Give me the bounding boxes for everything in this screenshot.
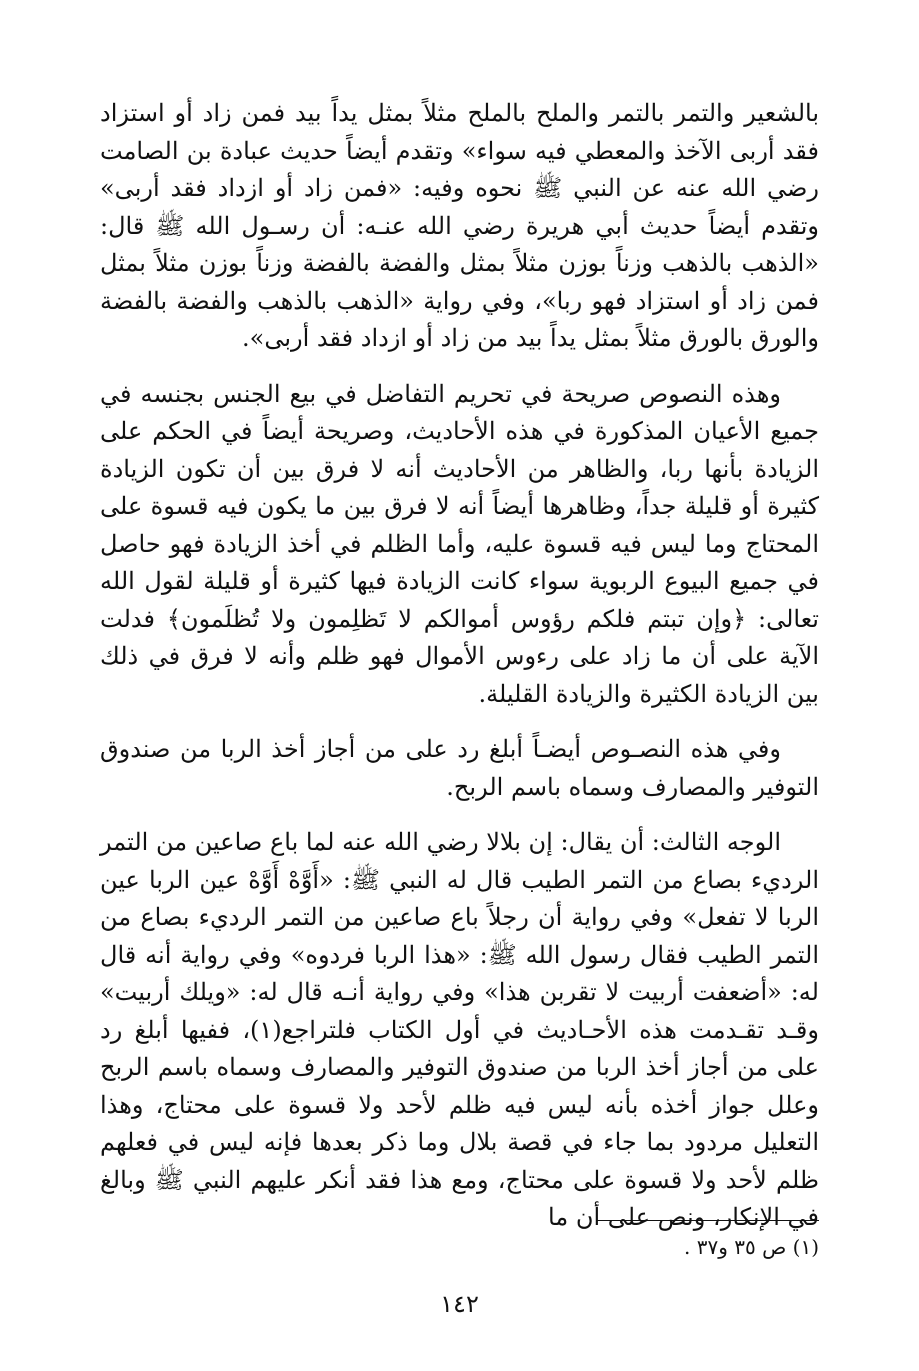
footnote-separator [597, 1220, 819, 1221]
paragraph-explicit-texts [100, 376, 819, 714]
paragraph-text: وفي هذه النصـوص أيضـاً أبلغ رد على من أجاز أخذ الربا من صندوق التوفير والمصارف وسماه باسم الربح. [100, 735, 819, 801]
paragraph-text: الوجه الثالث: أن يقال: إن بلالا رضي الله عنه لما باع صاعين من التمر الرديء بصاع من التمر الطيب قال له النبي ﷺ: «أَوَّهْ أَوَّهْ عين الربا عين الربا لا تفعل» وفي رواية أن رجلاً باع صاعين من التمر الرديء بصاع من التمر الطيب فقال رسول الله ﷺ: «هذا الربا فردوه» وفي رواية أنه قال له: «أضعفت أربيت لا تقربن هذا» وفي رواية أنـه قال له: «ويلك أربيت» وقـد تقـدمت هذه الأحـاديث في أول الكتاب فلتراجع(١)، ففيها أبلغ رد على من أجاز أخذ الربا من صندوق التوفير والمصارف وسماه باسم الربح وعلل جواز أخذه بأنه ليس فيه ظلم لأحد ولا قسوة على محتاج، وهذا التعليل مردود بما جاء في قصة بلال وما ذكر بعدها فإنه ليس في فعلهم ظلم لأحد ولا قسوة على محتاج، ومع هذا فقد أنكر عليهم النبي ﷺ وبالغ في الإنكار، ونص على أن ما [100, 828, 819, 1231]
paragraph-rebuttal [100, 731, 819, 806]
main-text [100, 95, 819, 1255]
paragraph-third-aspect [100, 824, 819, 1237]
footnote: (١) ص ٣٥ و٣٧ . [684, 1235, 819, 1259]
paragraph-text: بالشعير والتمر بالتمر والملح بالملح مثلاً بمثل يداً بيد فمن زاد أو استزاد فقد أربى الآخذ والمعطي فيه سواء» وتقدم أيضاً حديث عبادة بن الصامت رضي الله عنه عن النبي ﷺ نحوه وفيه: «فمن زاد أو ازداد فقد أربى» وتقدم أيضاً حديث أبي هريرة رضي الله عنـه: أن رسـول الله ﷺ قال: «الذهب بالذهب وزناً بوزن مثلاً بمثل والفضة بالفضة وزناً بوزن مثلاً بمثل فمن زاد أو استزاد فهو ربا»، وفي رواية «الذهب بالذهب والفضة بالفضة والورق بالورق مثلاً بمثل يداً بيد من زاد أو ازداد فقد أربى». [100, 99, 819, 352]
page-number: ١٤٢ [440, 1290, 479, 1318]
paragraph-text: وهذه النصوص صريحة في تحريم التفاضل في بيع الجنس بجنسه في جميع الأعيان المذكورة في هذه الأحاديث، وصريحة أيضاً في الحكم على الزيادة بأنها ربا، والظاهر من الأحاديث أنه لا فرق بين أن تكون الزيادة كثيرة أو قليلة جداً، وظاهرها أيضاً أنه لا فرق بين ما يكون فيه قسوة على المحتاج وما ليس فيه قسوة عليه، وأما الظلم في أخذ الزيادة فهو حاصل في جميع البيوع الربوية سواء كانت الزيادة فيها كثيرة أو قليلة لقول الله تعالى: ﴿وإن تبتم فلكم رؤوس أموالكم لا تَظلِمون ولا تُظلَمون﴾ فدلت الآية على أن ما زاد على رءوس الأموال فهو ظلم وأنه لا فرق في ذلك بين الزيادة الكثيرة والزيادة القليلة. [100, 379, 820, 708]
paragraph-hadith-quotes [100, 95, 819, 358]
